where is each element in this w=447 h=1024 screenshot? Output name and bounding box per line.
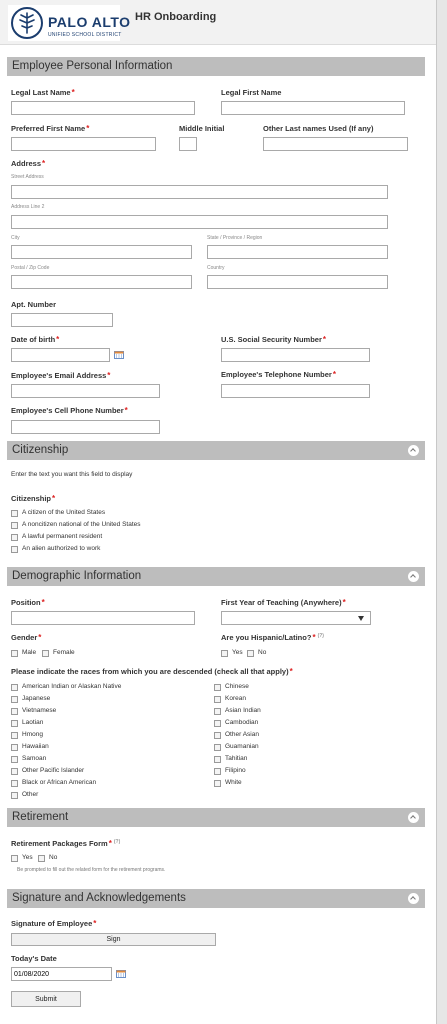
checkbox[interactable] [11, 510, 18, 517]
checkbox[interactable] [11, 768, 18, 775]
email-input[interactable] [11, 384, 160, 398]
required-asterisk: * [332, 370, 336, 379]
checkbox[interactable] [11, 720, 18, 727]
state-input[interactable] [207, 245, 388, 259]
required-asterisk: * [38, 633, 42, 642]
state-sublabel: State / Province / Region [207, 235, 263, 241]
help-icon[interactable]: (?) [113, 839, 121, 845]
required-asterisk: * [342, 598, 346, 607]
address-line-2-sublabel: Address Line 2 [11, 204, 45, 210]
citizenship-display-text: Enter the text you want this field to display [11, 471, 133, 478]
checkbox[interactable] [42, 650, 49, 657]
section-title: Signature and Acknowledgements [12, 892, 186, 904]
sign-button[interactable]: Sign [11, 933, 216, 946]
page-title: HR Onboarding [135, 11, 217, 23]
checkbox[interactable] [11, 696, 18, 703]
address-line-2-input[interactable] [11, 215, 388, 229]
district-logo [8, 5, 131, 41]
section-demographic-header [7, 567, 425, 586]
required-asterisk: * [52, 494, 56, 503]
required-asterisk: * [41, 598, 45, 607]
required-asterisk: * [71, 88, 75, 97]
retirement-label: Retirement Packages Form* (?) [11, 839, 121, 848]
section-citizenship-header [7, 441, 425, 460]
checkbox[interactable] [214, 756, 221, 763]
other-last-names-label: Other Last names Used (If any) [263, 124, 374, 133]
required-asterisk: * [56, 335, 60, 344]
required-asterisk: * [93, 919, 97, 928]
checkbox[interactable] [221, 650, 228, 657]
gender-label: Gender* [11, 633, 42, 642]
apt-number-label: Apt. Number [11, 300, 56, 309]
dob-label: Date of birth* [11, 335, 60, 344]
collapse-toggle-icon[interactable] [408, 812, 419, 823]
position-label: Position* [11, 598, 45, 607]
telephone-label: Employee's Telephone Number* [221, 370, 336, 379]
first-year-label: First Year of Teaching (Anywhere)* [221, 598, 346, 607]
checkbox[interactable] [38, 855, 45, 862]
checkbox[interactable] [214, 696, 221, 703]
checkbox[interactable] [214, 684, 221, 691]
header-bar [0, 0, 436, 45]
cell-phone-label: Employee's Cell Phone Number* [11, 406, 128, 415]
checkbox[interactable] [214, 744, 221, 751]
retirement-note: Be prompted to fill out the related form for the retirement programs. [17, 867, 166, 873]
races-label: Please indicate the races from which you are descended (check all that apply)* [11, 667, 293, 676]
todays-date-input[interactable] [11, 967, 112, 981]
checkbox[interactable] [11, 546, 18, 553]
checkbox[interactable] [214, 732, 221, 739]
checkbox[interactable] [214, 768, 221, 775]
form-page: PALO ALTO UNIFIED SCHOOL DISTRICT HR Onboarding Employee Personal Information Legal Last Name* Legal First Name Preferred First Name* Middle Initial Other Last names Used (If any) Address* Street Address Address Line 2 City State / Province / Region Postal / Zip Code Country Apt. Number Date of birth* U.S. Social Security Number* Employee's Email Address* Employee's Telephone Number* Employee's Cell Phone Number* Citizenship Enter the text you want this field to display Citizenship* A citizen of the United States A noncitizen national of the United States A lawful permanent resident An alien authorized to work Demographic Information Position* First Year of Teaching (Anywhere)* Gender* Male Female Are you Hispanic/Latino?* (?) Yes No Please indicate the races from which you are descended (check all that apply)* American Indian or Alaskan Native Japanese Vietnamese Laotian Hmong Hawaiian Samoan Other Pacific Islander Black or African American Other Chinese Korean Asian Indian Cambodian Other Asian Guamanian Tahitian Filipino White Retirement Retirement Packages Form* (?) Yes No Be prompted to fill out the related form for the retirement programs. Signature and Acknowledgements Signature of Employee* Sign Today's Date 01/08/2020 Submit [0, 0, 437, 1024]
cell-phone-input[interactable] [11, 420, 160, 434]
checkbox[interactable] [11, 792, 18, 799]
preferred-first-name-label: Preferred First Name* [11, 124, 90, 133]
city-input[interactable] [11, 245, 192, 259]
checkbox[interactable] [11, 534, 18, 541]
checkbox[interactable] [214, 708, 221, 715]
middle-initial-label: Middle Initial [179, 124, 225, 133]
middle-initial-input[interactable] [179, 137, 197, 151]
country-input[interactable] [207, 275, 388, 289]
collapse-toggle-icon[interactable] [408, 571, 419, 582]
email-label: Employee's Email Address* [11, 371, 111, 380]
ssn-label: U.S. Social Security Number* [221, 335, 326, 344]
checkbox[interactable] [214, 720, 221, 727]
first-year-select[interactable] [221, 611, 371, 625]
country-sublabel: Country [207, 265, 225, 271]
position-input[interactable] [11, 611, 195, 625]
dob-input[interactable] [11, 348, 110, 362]
citizenship-label: Citizenship* [11, 494, 56, 503]
postal-sublabel: Postal / Zip Code [11, 265, 50, 271]
section-title: Demographic Information [12, 570, 142, 582]
section-title: Employee Personal Information [12, 60, 173, 72]
required-asterisk: * [108, 839, 112, 848]
checkbox[interactable] [11, 756, 18, 763]
preferred-first-name-input[interactable] [11, 137, 156, 151]
required-asterisk: * [289, 667, 293, 676]
city-sublabel: City [11, 235, 20, 241]
checkbox[interactable] [11, 650, 18, 657]
checkbox[interactable] [11, 732, 18, 739]
checkbox[interactable] [11, 684, 18, 691]
checkbox[interactable] [11, 522, 18, 529]
street-address-sublabel: Street Address [11, 174, 44, 180]
required-asterisk: * [107, 371, 111, 380]
tree-emblem-icon [10, 6, 44, 40]
logo-title: PALO ALTO [48, 14, 131, 30]
apt-number-input[interactable] [11, 313, 113, 327]
checkbox[interactable] [11, 708, 18, 715]
todays-date-label: Today's Date [11, 954, 57, 963]
dropdown-arrow-icon [358, 616, 364, 621]
other-last-names-input[interactable] [263, 137, 408, 151]
submit-button[interactable]: Submit [11, 991, 81, 1007]
ssn-input[interactable] [221, 348, 370, 362]
checkbox[interactable] [214, 780, 221, 787]
checkbox[interactable] [11, 855, 18, 862]
checkbox[interactable] [11, 780, 18, 787]
collapse-toggle-icon[interactable] [408, 893, 419, 904]
required-asterisk: * [312, 633, 316, 642]
hispanic-label: Are you Hispanic/Latino?* (?) [221, 633, 324, 642]
help-icon[interactable]: (?) [317, 633, 324, 639]
required-asterisk: * [42, 159, 46, 168]
required-asterisk: * [124, 406, 128, 415]
telephone-input[interactable] [221, 384, 370, 398]
section-title: Retirement [12, 811, 69, 823]
legal-last-name-input[interactable] [11, 101, 195, 115]
section-personal-header [7, 57, 425, 76]
signature-label: Signature of Employee* [11, 919, 97, 928]
checkbox[interactable] [247, 650, 254, 657]
address-label: Address* [11, 159, 46, 168]
required-asterisk: * [86, 124, 90, 133]
collapse-toggle-icon[interactable] [408, 445, 419, 456]
legal-first-name-input[interactable] [221, 101, 405, 115]
section-signature-header [7, 889, 425, 908]
section-retirement-header [7, 808, 425, 827]
street-address-input[interactable] [11, 185, 388, 199]
logo-subtitle: UNIFIED SCHOOL DISTRICT [48, 32, 122, 38]
calendar-icon[interactable] [116, 970, 126, 978]
section-title: Citizenship [12, 444, 69, 456]
checkbox[interactable] [11, 744, 18, 751]
legal-last-name-label: Legal Last Name* [11, 88, 75, 97]
required-asterisk: * [322, 335, 326, 344]
calendar-icon[interactable] [114, 351, 124, 359]
legal-first-name-label: Legal First Name [221, 88, 282, 97]
postal-code-input[interactable] [11, 275, 192, 289]
